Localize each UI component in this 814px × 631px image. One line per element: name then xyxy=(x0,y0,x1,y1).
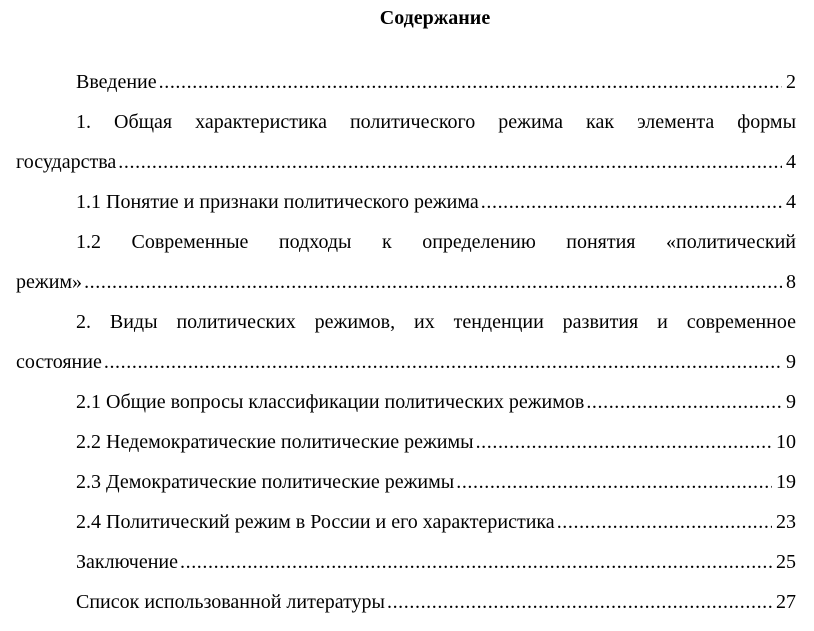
toc-entry-chapter-2[interactable] xyxy=(16,302,796,382)
toc-entry-section-2-4[interactable] xyxy=(16,502,796,542)
toc-entry-chapter-1[interactable] xyxy=(16,102,796,182)
dot-leader xyxy=(456,462,772,502)
toc-entry-section-2-2[interactable] xyxy=(16,422,796,462)
toc-page-number: 25 xyxy=(776,551,796,573)
toc-entry-label-line1: 1. Общая характеристика политического режима как элемента формы xyxy=(76,111,796,133)
toc-page-number: 19 xyxy=(776,471,796,493)
toc-entry-section-1-1[interactable] xyxy=(16,182,796,222)
toc-page-number: 10 xyxy=(776,431,796,453)
toc-entry-section-2-1[interactable] xyxy=(16,382,796,422)
toc-page-number: 4 xyxy=(786,151,796,173)
toc-page-number: 2 xyxy=(786,71,796,93)
toc-page-number: 9 xyxy=(786,351,796,373)
toc-entry-label: 2.3 Демократические политические режимы xyxy=(76,471,455,493)
dot-leader xyxy=(159,62,782,102)
toc-entry-section-1-2[interactable] xyxy=(16,222,796,302)
toc-entry-label-line2: режим» xyxy=(16,271,83,293)
dot-leader xyxy=(481,182,782,222)
table-of-contents xyxy=(16,62,796,622)
dot-leader xyxy=(476,422,772,462)
dot-leader xyxy=(118,142,782,182)
toc-entry-label: 2.1 Общие вопросы классификации политических режимов xyxy=(76,391,585,413)
toc-entry-label-line2: состояние xyxy=(16,351,102,373)
toc-entry-label: 1.1 Понятие и признаки политического режима xyxy=(76,191,479,213)
dot-leader xyxy=(104,342,782,382)
dot-leader xyxy=(557,502,772,542)
toc-entry-section-2-3[interactable] xyxy=(16,462,796,502)
dot-leader xyxy=(387,582,772,622)
toc-entry-label-line2: государства xyxy=(16,151,117,173)
toc-entry-label: Список использованной литературы xyxy=(76,591,385,613)
toc-page-number: 27 xyxy=(776,591,796,613)
toc-page-number: 8 xyxy=(786,271,796,293)
toc-title: Содержание xyxy=(379,7,491,29)
toc-entry-label: 2.4 Политический режим в России и его характеристика xyxy=(76,511,555,533)
toc-entry-label: Введение xyxy=(76,71,157,93)
toc-entry-label: Заключение xyxy=(76,551,178,573)
toc-page-number: 9 xyxy=(786,391,796,413)
toc-page-number: 4 xyxy=(786,191,796,213)
dot-leader xyxy=(180,542,772,582)
toc-entry-label-line1: 1.2 Современные подходы к определению понятия «политический xyxy=(76,231,796,253)
toc-entry-bibliography[interactable] xyxy=(16,582,796,622)
toc-entry-label-line1: 2. Виды политических режимов, их тенденции развития и современное xyxy=(76,311,796,333)
toc-entry-conclusion[interactable] xyxy=(16,542,796,582)
toc-page-number: 23 xyxy=(776,511,796,533)
toc-entry-introduction[interactable] xyxy=(16,62,796,102)
toc-entry-label: 2.2 Недемократические политические режимы xyxy=(76,431,474,453)
dot-leader xyxy=(586,382,782,422)
dot-leader xyxy=(84,262,782,302)
